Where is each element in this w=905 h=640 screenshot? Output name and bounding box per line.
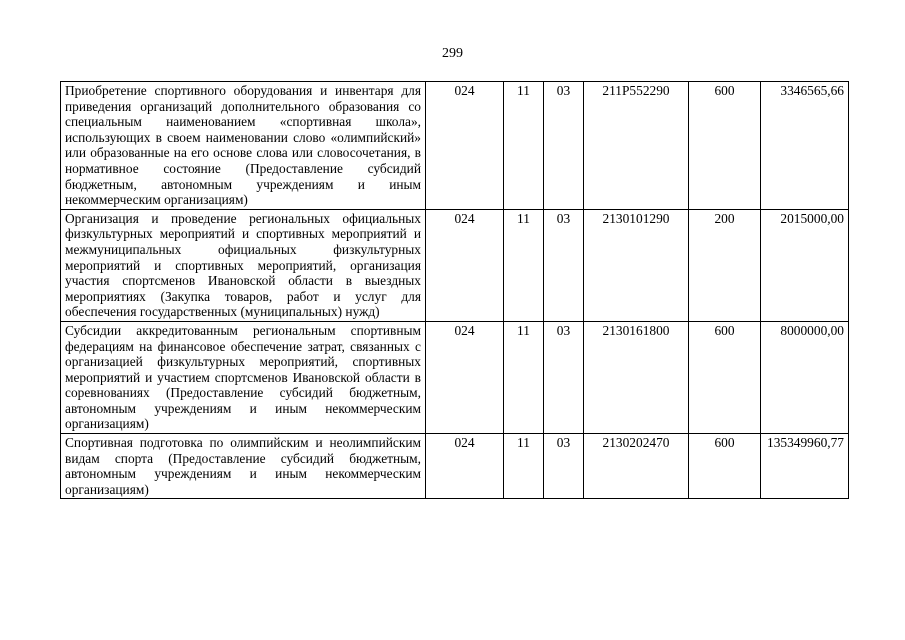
row-description: Спортивная подготовка по олимпийским и неолимпийским видам спорта (Предоставление субсидий бюджетным, автономным учреждениям и иным некоммерческим организациям)	[61, 434, 426, 499]
row-subsection-code: 03	[544, 321, 584, 433]
row-target-article: 2130161800	[584, 321, 689, 433]
row-target-article: 211P552290	[584, 82, 689, 210]
row-expense-type: 600	[689, 321, 761, 433]
table-row	[61, 321, 849, 433]
row-expense-type: 600	[689, 82, 761, 210]
row-description: Субсидии аккредитованным региональным спортивным федерациям на финансовое обеспечение затрат, связанных с организацией физкультурных мероприятий, спортивных мероприятий и участием спортсменов Ивановской области в соревнованиях (Предоставление субсидий бюджетным, автономным учреждениям и иным некоммерческим организациям)	[61, 321, 426, 433]
row-description: Организация и проведение региональных официальных физкультурных мероприятий и спортивных мероприятий и межмуниципальных официальных физкультурных мероприятий и спортивных мероприятий, организация участия спортсменов Ивановской области в выездных мероприятиях (Закупка товаров, работ и услуг для обеспечения государственных (муниципальных) нужд)	[61, 209, 426, 321]
row-target-article: 2130202470	[584, 434, 689, 499]
row-amount: 8000000,00	[761, 321, 849, 433]
row-amount: 135349960,77	[761, 434, 849, 499]
table-row	[61, 434, 849, 499]
row-subsection-code: 03	[544, 434, 584, 499]
row-ministry-code: 024	[426, 209, 504, 321]
row-amount: 2015000,00	[761, 209, 849, 321]
table-row	[61, 82, 849, 210]
row-ministry-code: 024	[426, 321, 504, 433]
row-expense-type: 200	[689, 209, 761, 321]
row-expense-type: 600	[689, 434, 761, 499]
row-subsection-code: 03	[544, 82, 584, 210]
row-ministry-code: 024	[426, 82, 504, 210]
row-description: Приобретение спортивного оборудования и инвентаря для приведения организаций дополнительного образования со специальным наименованием «спортивная школа», использующих в своем наименовании слово «олимпийский» или образованные на его основе слова или словосочетания, в нормативное состояние (Предоставление субсидий бюджетным, автономным учреждениям и иным некоммерческим организациям)	[61, 82, 426, 210]
row-amount: 3346565,66	[761, 82, 849, 210]
row-section-code: 11	[504, 434, 544, 499]
row-section-code: 11	[504, 321, 544, 433]
table-row	[61, 209, 849, 321]
budget-table	[60, 81, 849, 499]
row-ministry-code: 024	[426, 434, 504, 499]
row-section-code: 11	[504, 82, 544, 210]
row-target-article: 2130101290	[584, 209, 689, 321]
row-subsection-code: 03	[544, 209, 584, 321]
row-section-code: 11	[504, 209, 544, 321]
page-number: 299	[442, 46, 463, 61]
